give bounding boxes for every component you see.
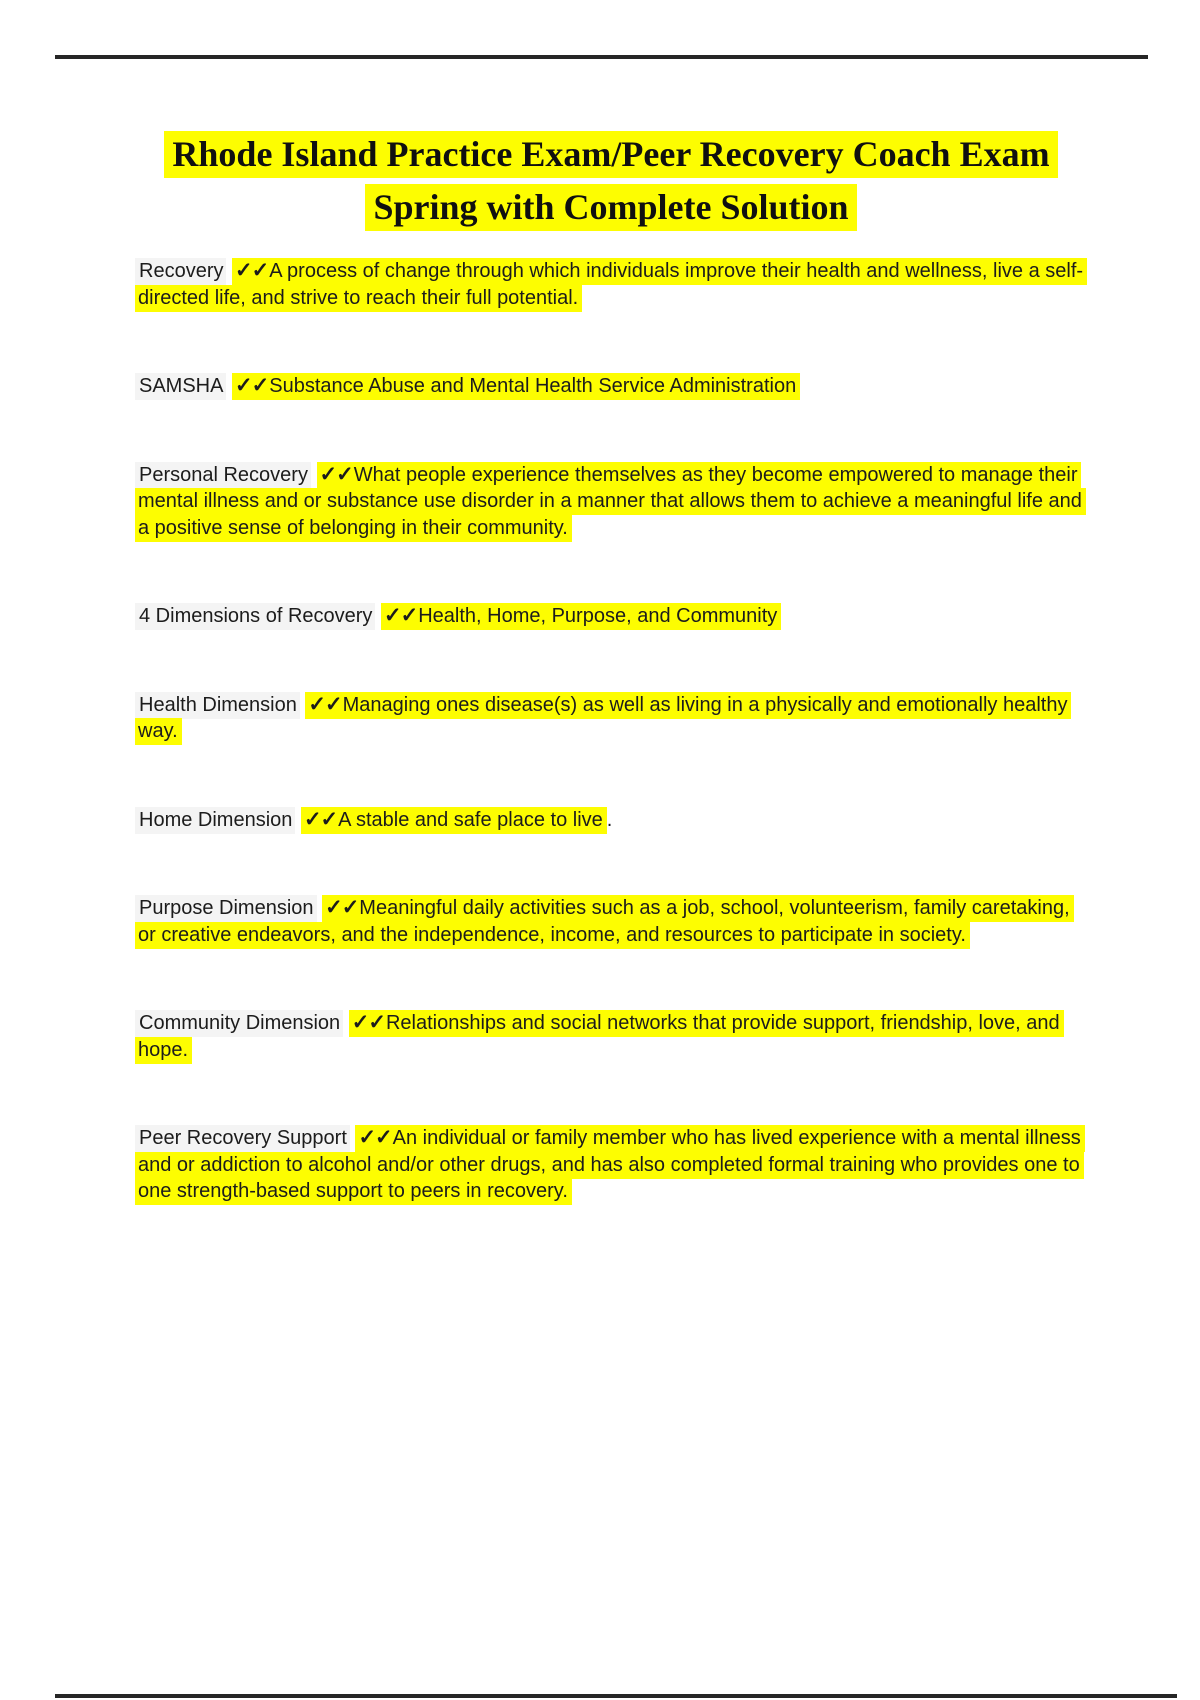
qa-entry [135,603,1087,630]
answer-text: Substance Abuse and Mental Health Service Administration [269,375,797,397]
answer-text: An individual or family member who has lived experience with a mental illness and or addiction to alcohol and/or other drugs, and has also completed formal training who provides one to one strength-based support to peers in recovery. [138,1127,1081,1202]
document-page [135,0,1087,1267]
answer-text: Relationships and social networks that provide support, friendship, love, and hope. [138,1012,1060,1061]
qa-entry [135,462,1087,542]
term-label: Personal Recovery [135,462,311,489]
double-checkmark-icon: ✓✓ [235,374,269,397]
term-label: Peer Recovery Support [135,1125,350,1152]
page-title [135,128,1087,234]
term-label: 4 Dimensions of Recovery [135,603,375,630]
double-checkmark-icon: ✓✓ [351,1011,385,1034]
qa-entry [135,258,1087,311]
answer-text: Managing ones disease(s) as well as living in a physically and emotionally healthy way. [138,693,1068,742]
title-line-1 [135,128,1087,181]
qa-entry [135,1010,1087,1063]
answer-text: Health, Home, Purpose, and Community [418,605,778,627]
answer-text: What people experience themselves as they become empowered to manage their mental illness and or substance use disorder in a manner that allows them to achieve a meaningful life and a positive sense of belonging in their community. [138,463,1082,539]
double-checkmark-icon: ✓✓ [308,692,342,716]
term-label: Recovery [135,258,226,285]
qa-entry [135,373,1087,400]
double-checkmark-icon: ✓✓ [319,462,353,486]
term-label: SAMSHA [135,373,226,400]
answer-trailing-text: . [606,808,613,831]
term-label: Community Dimension [135,1010,343,1037]
double-checkmark-icon: ✓✓ [384,604,418,627]
double-checkmark-icon: ✓✓ [325,896,359,919]
qa-entry [135,692,1087,745]
qa-entry [135,1125,1087,1205]
answer-highlight [301,807,607,834]
bottom-divider [55,1694,1177,1698]
qa-list [135,258,1087,1205]
term-label: Purpose Dimension [135,895,317,922]
title-line-1-text: Rhode Island Practice Exam/Peer Recovery Coach Exam [164,131,1057,178]
double-checkmark-icon: ✓✓ [358,1126,392,1149]
answer-highlight [232,373,800,400]
answer-text: Meaningful daily activities such as a job, school, volunteerism, family caretaking, or creative endeavors, and the independence, income, and resources to participate in society. [138,897,1070,946]
answer-highlight [135,258,1087,312]
answer-highlight [381,603,781,630]
qa-entry [135,895,1087,948]
qa-entry [135,807,1087,834]
answer-text: A stable and safe place to live [338,808,603,831]
answer-text: A process of change through which individuals improve their health and wellness, live a self-directed life, and strive to reach their full potential. [138,260,1084,309]
term-label: Home Dimension [135,807,295,834]
title-line-2 [135,181,1087,234]
double-checkmark-icon: ✓✓ [303,807,338,831]
double-checkmark-icon: ✓✓ [235,259,269,282]
term-label: Health Dimension [135,692,300,719]
title-line-2-text: Spring with Complete Solution [365,184,856,231]
